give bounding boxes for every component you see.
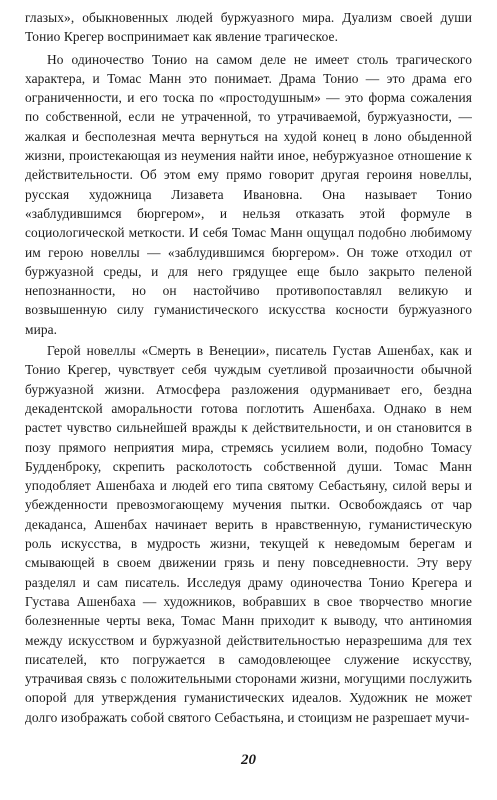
page-number: 20 <box>241 752 256 768</box>
page-body <box>25 8 472 727</box>
paragraph-2: Но одиночество Тонио на самом деле не имеет столь трагического характера, и Томас Манн это понимает. Драма Тонио — это драма его ограниченности, и его тоска по «простодушным» — это форма сожаления по собственной, если не утраченной, то утрачиваемой, буржуазности, — жалкая и бесполезная мечта вернуться на худой конец в лоно обыденной жизни, проистекающая из неумения найти иное, небуржуазное отношение к действительности. Об этом ему прямо говорит другая героиня новеллы, русская художница Лизавета Ивановна. Она называет Тонио «заблудившимся бюргером», и нельзя отказать этой формуле в социологической меткости. И себя Томас Манн ощущал подобно любимому им герою новеллы — «заблудившимся бюргером». Он тоже отходил от буржуазной среды, и для него грядущее еще было закрыто пеленой непознанности, но он настойчиво противопоставлял великую и возвышенную силу гуманистического искусства косности буржуазного мира. <box>25 51 472 337</box>
paragraph-1: глазых», обыкновенных людей буржуазного мира. Дуализм своей души Тонио Крегер воспринимает как явление трагическое. <box>25 10 472 45</box>
paragraph-3: Герой новеллы «Смерть в Венеции», писатель Густав Ашенбах, как и Тонио Крегер, чувствует себя чуждым суетливой прозаичности обычной буржуазной жизни. Атмосфера разложения одурманивает его, бездна декадентской аморальности готова поглотить Ашенбаха. Однако в нем растет чувство сильнейшей вражды к действительности, и он становится в позу прямого неприятия мира, стремясь усилием воли, подобно Томасу Будденброку, скрепить расколотость собственной души. Томас Манн уподобляет Ашенбаха и людей его типа святому Себастьяну, силой веры и убежденности превозмогающему мучения пытки. Освобождаясь от чар декаданса, Ашенбах начинает верить в нравственную, гуманистическую роль искусства, в мудрость жизни, текущей к неведомым берегам и смывающей в своем движении грязь и пену повседневности. Эту веру разделял и сам писатель. Исследуя драму одиночества Тонио Крегера и Густава Ашенбаха — художников, вобравших в свое творчество многие болезненные черты века, Томас Манн приходит к выводу, что антиномия между искусством и буржуазной действительностью неразрешима для тех писателей, кто погружается в самодовлеющее служение искусству, утрачивая связь с положительными сторонами жизни, могущими послужить опорой для утверждения гуманистических идеалов. Художник не может долго изображать собой святого Себастьяна, и стоицизм не разрешает мучи- <box>25 343 472 725</box>
